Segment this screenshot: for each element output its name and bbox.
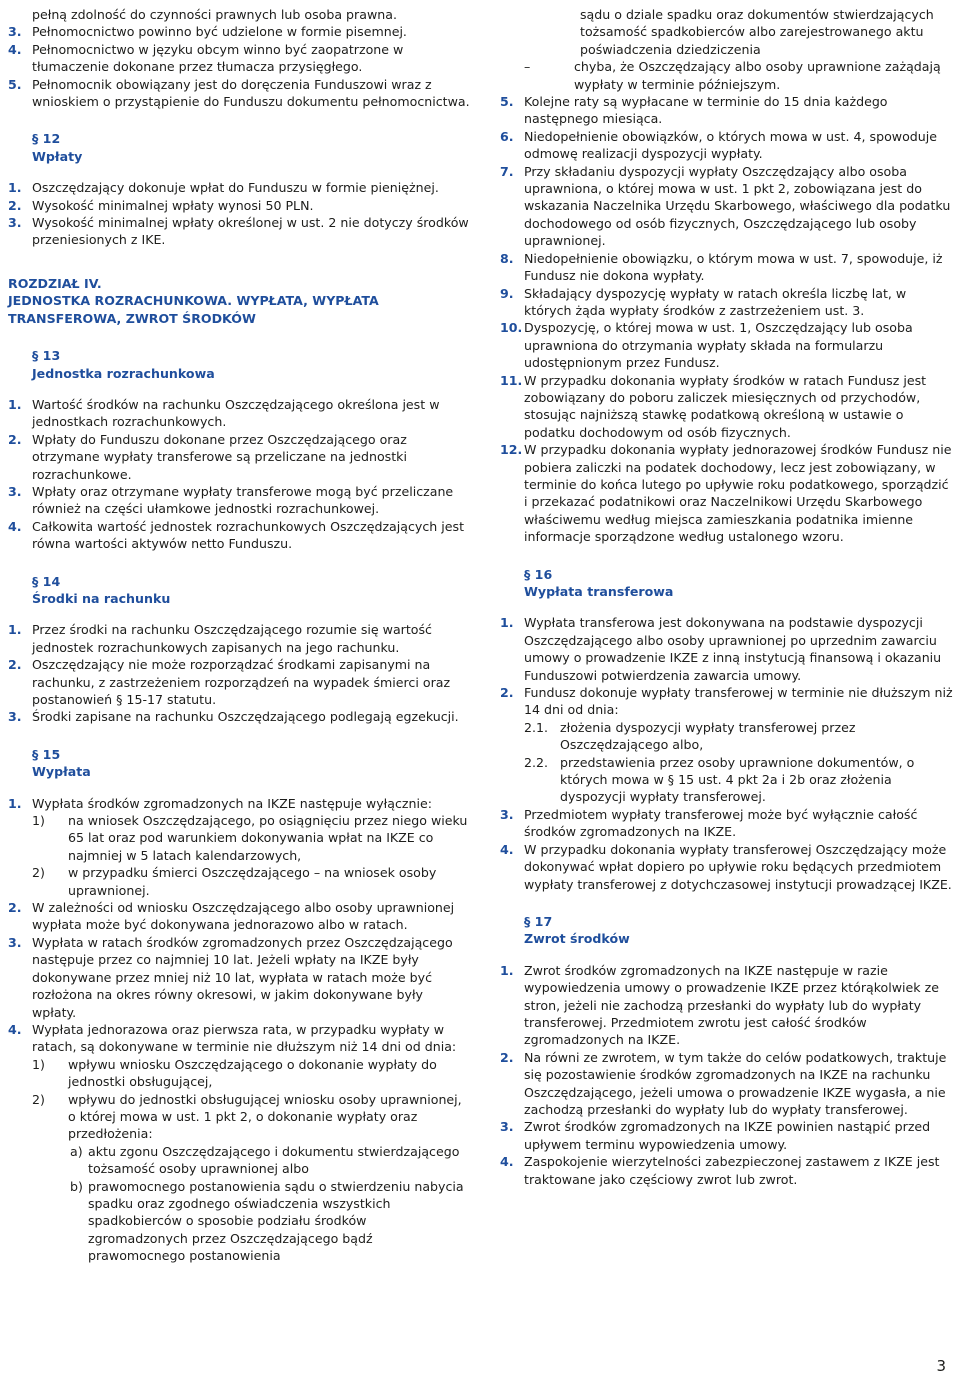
- right-column: [500, 6, 956, 1188]
- sub-sub-item: a) aktu zgonu Oszczędzającego i dokumentu stwierdzającego tożsamość osoby uprawnionej albo: [70, 1143, 460, 1177]
- sub-item: – chyba, że Oszczędzający albo osoby uprawnione zażądają wypłaty w terminie późniejszym.: [524, 59, 941, 92]
- sub-item: 2.1. złożenia dyspozycji wypłaty transferowej przez Oszczędzającego albo,: [524, 719, 856, 753]
- list-item: 5. Kolejne raty są wypłacane w terminie do 15 dnia każdego następnego miesiąca.: [500, 94, 888, 127]
- section-title: Wypłata transferowa: [524, 584, 674, 599]
- list-item: 1. Wypłata środków zgromadzonych na IKZE następuje wyłącznie:: [8, 795, 432, 811]
- list-item: 2. W zależności od wniosku Oszczędzającego albo osoby uprawnionej wypłata może być dokonywana jednorazowo albo w ratach.: [8, 900, 455, 933]
- list-item: 3. Przedmiotem wypłaty transferowej może być wyłącznie całość środków zgromadzonych na IKZE.: [500, 806, 918, 840]
- list-item: 3. Wpłaty oraz otrzymane wypłaty transferowe mogą być przeliczane również na części ułamkowe jednostki rozrachunkowej.: [8, 483, 454, 517]
- list-item: 2. Fundusz dokonuje wypłaty transferowej w terminie nie dłuższym niż 14 dni od dnia:: [500, 685, 953, 718]
- list-item: 2. Oszczędzający nie może rozporządzać środkami zapisanymi na rachunku, z zastrzeżeniem rozporządzeń na wypadek śmierci oraz postanowień § 15-17 statutu.: [8, 657, 451, 707]
- list-item: 3. Wysokość minimalnej wpłaty określonej w ust. 2 nie dotyczy środków przeniesionych z IKE.: [8, 215, 469, 248]
- list-item: 8. Niedopełnienie obowiązku, o którym mowa w ust. 7, spowoduje, iż Fundusz nie dokona wypłaty.: [500, 250, 943, 284]
- list-item: 5. Pełnomocnik obowiązany jest do doręczenia Funduszowi wraz z wnioskiem o przystąpienie do Funduszu dokumentu pełnomocnictwa.: [8, 76, 470, 110]
- list-item: 3. Pełnomocnictwo powinno być udzielone w formie pisemnej.: [8, 24, 407, 40]
- list-item: 1. Zwrot środków zgromadzonych na IKZE następuje w razie wypowiedzenia umowy o prowadzenie IKZE przez którąkolwiek ze stron, jeżeli nie zachodzą przesłanki do wypłaty lub do wypłaty transferowej. Przedmiotem zwrotu jest całość środków zgromadzonych na IKZE.: [500, 962, 939, 1048]
- list-item: 3. Wypłata w ratach środków zgromadzonych przez Oszczędzającego następuje przez co najmniej 10 lat. Jeżeli wpłaty na IKZE były dokonywane przez mniej niż 10 lat, wypłata w ratach może być rozłożona na okres równy okresowi, w jakim dokonywane były wpłaty.: [8, 934, 453, 1020]
- list-item: 2. Na równi ze zwrotem, w tym także do celów podatkowych, traktuje się pozostawienie środków zgromadzonych na IKZE na rachunku Oszczędzającego, jeżeli umowa o prowadzenie IKZE wygasła, a nie zachodzą przesłanki do wypłaty lub do wypłaty transferowej.: [500, 1049, 947, 1117]
- sub-item: 2) w przypadku śmierci Oszczędzającego – na wniosek osoby uprawnionej.: [32, 865, 437, 898]
- section-number: § 17: [524, 913, 553, 929]
- list-item: 9. Składający dyspozycję wypłaty w ratach określa liczbę lat, w których żąda wypłaty środków z zastrzeżeniem ust. 3.: [500, 285, 907, 318]
- sub-item: 2.2. przedstawienia przez osoby uprawnione dokumentów, o których mowa w § 15 ust. 4 pkt 2a i 2b oraz złożenia dyspozycji wypłaty transferowej.: [524, 754, 915, 805]
- list-item: 12. W przypadku dokonania wypłaty jednorazowej środków Fundusz nie pobiera zaliczki na podatek dochodowy, lecz jest zobowiązany, w terminie do końca lutego po upływie roku podatkowego, sporządzić i przekazać podatnikowi oraz Naczelnikowi Urzędu Skarbowego właściwemu według miejsca zamieszkania podatnika imienne informacje sporządzone według ustalonego wzoru.: [500, 442, 952, 545]
- chapter-heading: ROZDZIAŁ IV.: [8, 275, 102, 291]
- section-number: § 14: [32, 573, 61, 589]
- list-item: 4. Wypłata jednorazowa oraz pierwsza rata, w przypadku wypłaty w ratach, są dokonywane w terminie nie dłuższym niż 14 dni od dnia:: [8, 1021, 457, 1055]
- chapter-title: JEDNOSTKA ROZRACHUNKOWA. WYPŁATA, WYPŁATA TRANSFEROWA, ZWROT ŚRODKÓW: [8, 293, 379, 326]
- list-item: 4. Pełnomocnictwo w języku obcym winno być zaopatrzone w tłumaczenie dokonane przez tłumacza przysięgłego.: [8, 41, 404, 75]
- list-item: 1. Wypłata transferowa jest dokonywana na podstawie dyspozycji Oszczędzającego albo osoby uprawnionej po uprzednim zawarciu umowy o prowadzenie IKZE z inną instytucją finansową i okazaniu Funduszowi potwierdzenia zawarcia umowy.: [500, 615, 942, 683]
- list-item: 6. Niedopełnienie obowiązków, o których mowa w ust. 4, spowoduje odmowę realizacji dyspozycji wypłaty.: [500, 128, 938, 162]
- list-item: 4. Całkowita wartość jednostek rozrachunkowych Oszczędzających jest równa wartości aktywów netto Funduszu.: [8, 518, 465, 552]
- list-item: 7. Przy składaniu dyspozycji wypłaty Oszczędzający albo osoba uprawniona, o której mowa w ust. 1 pkt 2, zobowiązana jest do wskazania Naczelnika Urzędu Skarbowego, właściwego dla podatku dochodowego od osób fizycznych, Oszczędzającego lub osoby uprawnionej.: [500, 163, 951, 249]
- section-title: Wpłaty: [32, 148, 83, 164]
- section-title: Zwrot środków: [524, 931, 630, 947]
- left-column: [8, 6, 470, 1265]
- list-item: 2. Wpłaty do Funduszu dokonane przez Oszczędzającego oraz otrzymane wypłaty transferowe są przeliczane na jednostki rozrachunkowe.: [8, 431, 407, 482]
- list-item: 1. Wartość środków na rachunku Oszczędzającego określona jest w jednostkach rozrachunkowych.: [8, 396, 440, 430]
- section-title: Środki na rachunku: [32, 590, 171, 606]
- section-number: § 12: [32, 131, 61, 147]
- list-item: 10. Dyspozycję, o której mowa w ust. 1, Oszczędzający lub osoba uprawniona do otrzymania wypłaty składa na formularzu udostępnionym przez Fundusz.: [500, 320, 913, 371]
- sub-item: 2) wpływu do jednostki obsługującej wniosku osoby uprawnionej, o której mowa w ust. 1 pkt 2, o dokonanie wypłaty oraz przedłożenia:: [32, 1091, 462, 1142]
- paragraph: sądu o dziale spadku oraz dokumentów stwierdzających tożsamość spadkobierców albo zarejestrowanego aktu poświadczenia dziedziczenia: [580, 7, 934, 57]
- list-item: 11. W przypadku dokonania wypłaty środków w ratach Fundusz jest zobowiązany do poboru zaliczek miesięcznych od przychodów, stosując najniższą stawkę podatkową określoną w ustawie o podatku dochodowym od osób fizycznych.: [500, 372, 927, 440]
- list-item: 2. Wysokość minimalnej wpłaty wynosi 50 PLN.: [8, 197, 314, 213]
- list-item: 1. Oszczędzający dokonuje wpłat do Funduszu w formie pieniężnej.: [8, 180, 439, 196]
- list-item: 3. Środki zapisane na rachunku Oszczędzającego podlegają egzekucji.: [8, 709, 459, 725]
- paragraph: pełną zdolność do czynności prawnych lub osoba prawna.: [32, 7, 397, 22]
- section-number: § 13: [32, 348, 61, 364]
- sub-sub-item: b) prawomocnego postanowienia sądu o stwierdzeniu nabycia spadku oraz zgodnego oświadczenia wszystkich spadkobierców o sposobie podziału środków zgromadzonych przez Oszczędzającego bądź prawomocnego postanowienia: [70, 1178, 464, 1264]
- sub-item: 1) wpływu wniosku Oszczędzającego o dokonanie wypłaty do jednostki obsługującej,: [32, 1056, 437, 1090]
- page-number: 3: [936, 1357, 946, 1375]
- section-number: § 16: [524, 566, 553, 582]
- sub-item: 1) na wniosek Oszczędzającego, po osiągnięciu przez niego wieku 65 lat oraz pod warunkiem dokonywania wpłat na IKZE co najmniej w 5 latach kalendarzowych,: [32, 813, 468, 863]
- list-item: 4. W przypadku dokonania wypłaty transferowej Oszczędzający może dokonywać wpłat dopiero po upływie roku będących przedmiotem wypłaty transferowej z dotychczasowej instytucji prowadzącej IKZE.: [500, 841, 952, 892]
- section-title: Wypłata: [32, 764, 91, 780]
- section-number: § 15: [32, 746, 61, 762]
- list-item: 3. Zwrot środków zgromadzonych na IKZE powinien nastąpić przed upływem terminu wypowiedzenia umowy.: [500, 1119, 931, 1152]
- list-item: 4. Zaspokojenie wierzytelności zabezpieczonej zastawem z IKZE jest traktowane jako częściowy zwrot lub zwrot.: [500, 1154, 940, 1187]
- list-item: 1. Przez środki na rachunku Oszczędzającego rozumie się wartość jednostek rozrachunkowych zapisanych na jego rachunku.: [8, 622, 432, 655]
- section-title: Jednostka rozrachunkowa: [32, 365, 215, 381]
